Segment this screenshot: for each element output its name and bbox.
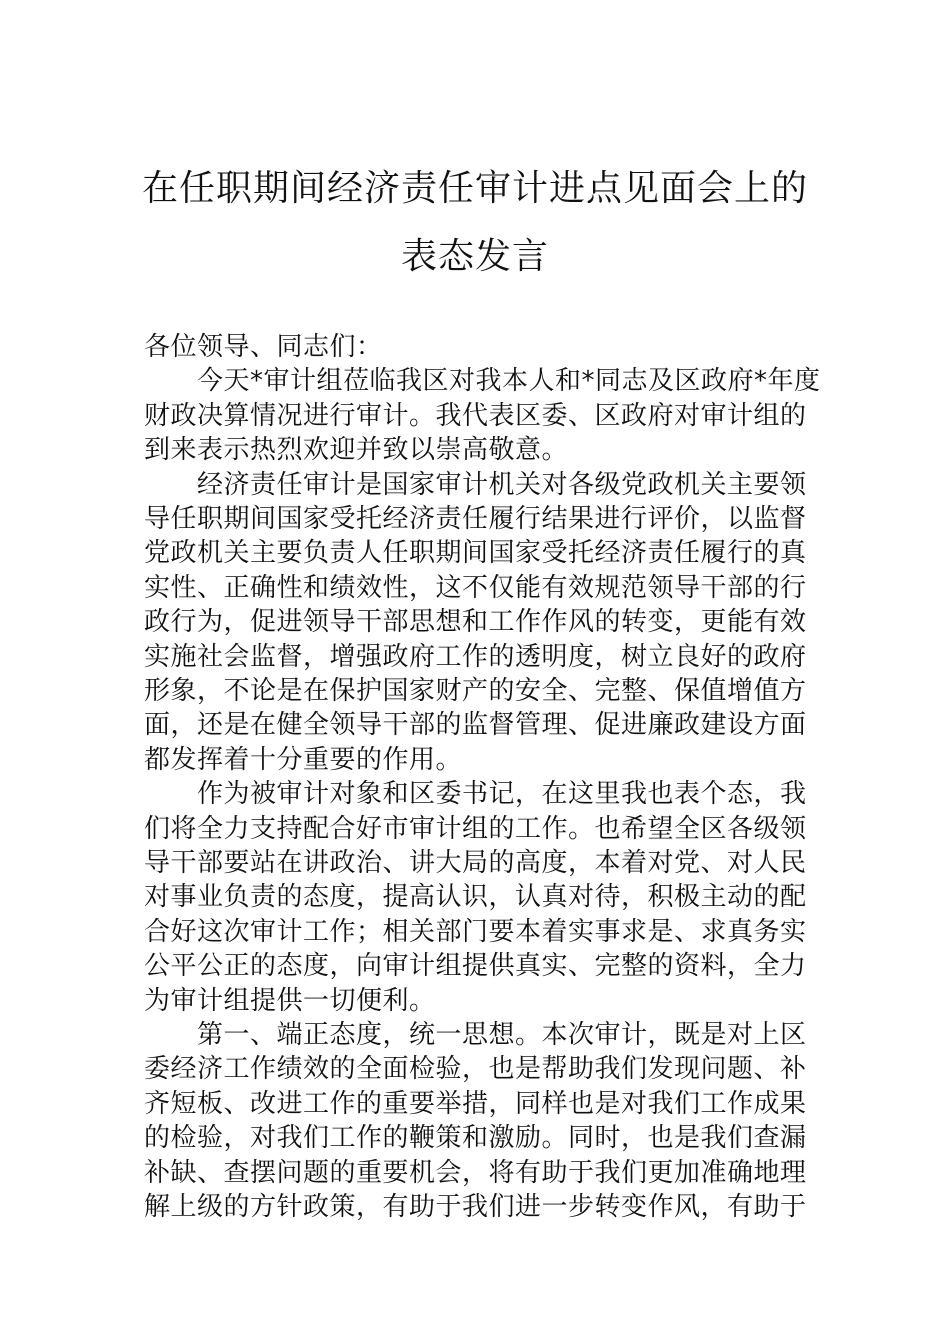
body-line: 形象，不论是在保护国家财产的安全、完整、保值增值方 <box>144 676 807 706</box>
body-line: 第一、端正态度，统一思想。本次审计，既是对上区 <box>144 1020 807 1050</box>
document-title-line-2: 表态发言 <box>400 236 549 277</box>
body-line: 各位领导、同志们： <box>144 332 383 362</box>
body-line: 齐短板、改进工作的重要举措，同样也是对我们工作成果 <box>144 1088 807 1119</box>
body-line: 实性、正确性和绩效性，这不仅能有效规范领导干部的行 <box>144 572 807 603</box>
body-line: 导任职期间国家受托经济责任履行结果进行评价，以监督 <box>144 504 807 534</box>
body-line: 补缺、查摆问题的重要机会，将有助于我们更加准确地理 <box>144 1157 807 1188</box>
body-line: 对事业负责的态度，提高认识，认真对待，积极主动的配 <box>144 882 807 913</box>
body-line: 今天*审计组莅临我区对我本人和*同志及区政府*年度 <box>144 366 821 397</box>
body-line: 都发挥着十分重要的作用。 <box>144 744 463 775</box>
body-line: 财政决算情况进行审计。我代表区委、区政府对审计组的 <box>144 400 807 431</box>
body-line: 政行为，促进领导干部思想和工作作风的转变，更能有效 <box>144 607 807 638</box>
body-line: 的检验，对我们工作的鞭策和激励。同时，也是我们查漏 <box>144 1123 807 1154</box>
body-line: 导干部要站在讲政治、讲大局的高度，本着对党、对人民 <box>144 848 807 878</box>
body-line: 公平公正的态度，向审计组提供真实、完整的资料，全力 <box>144 951 807 982</box>
body-line: 们将全力支持配合好市审计组的工作。也希望全区各级领 <box>144 813 807 844</box>
body-line: 作为被审计对象和区委书记，在这里我也表个态，我 <box>144 779 807 810</box>
body-line: 解上级的方针政策，有助于我们进一步转变作风，有助于 <box>144 1192 807 1222</box>
body-line: 实施社会监督，增强政府工作的透明度，树立良好的政府 <box>144 641 807 672</box>
body-line: 经济责任审计是国家审计机关对各级党政机关主要领 <box>144 469 807 500</box>
body-line: 委经济工作绩效的全面检验，也是帮助我们发现问题、补 <box>144 1054 807 1085</box>
body-line: 党政机关主要负责人任职期间国家受托经济责任履行的真 <box>144 538 807 569</box>
document-title-line-1: 在任职期间经济责任审计进点见面会上的 <box>141 168 808 209</box>
body-line: 为审计组提供一切便利。 <box>144 985 436 1016</box>
body-line: 到来表示热烈欢迎并致以崇高敬意。 <box>144 435 569 466</box>
body-line: 合好这次审计工作；相关部门要本着实事求是、求真务实 <box>144 916 807 947</box>
body-line: 面，还是在健全领导干部的监督管理、促进廉政建设方面 <box>144 710 807 741</box>
